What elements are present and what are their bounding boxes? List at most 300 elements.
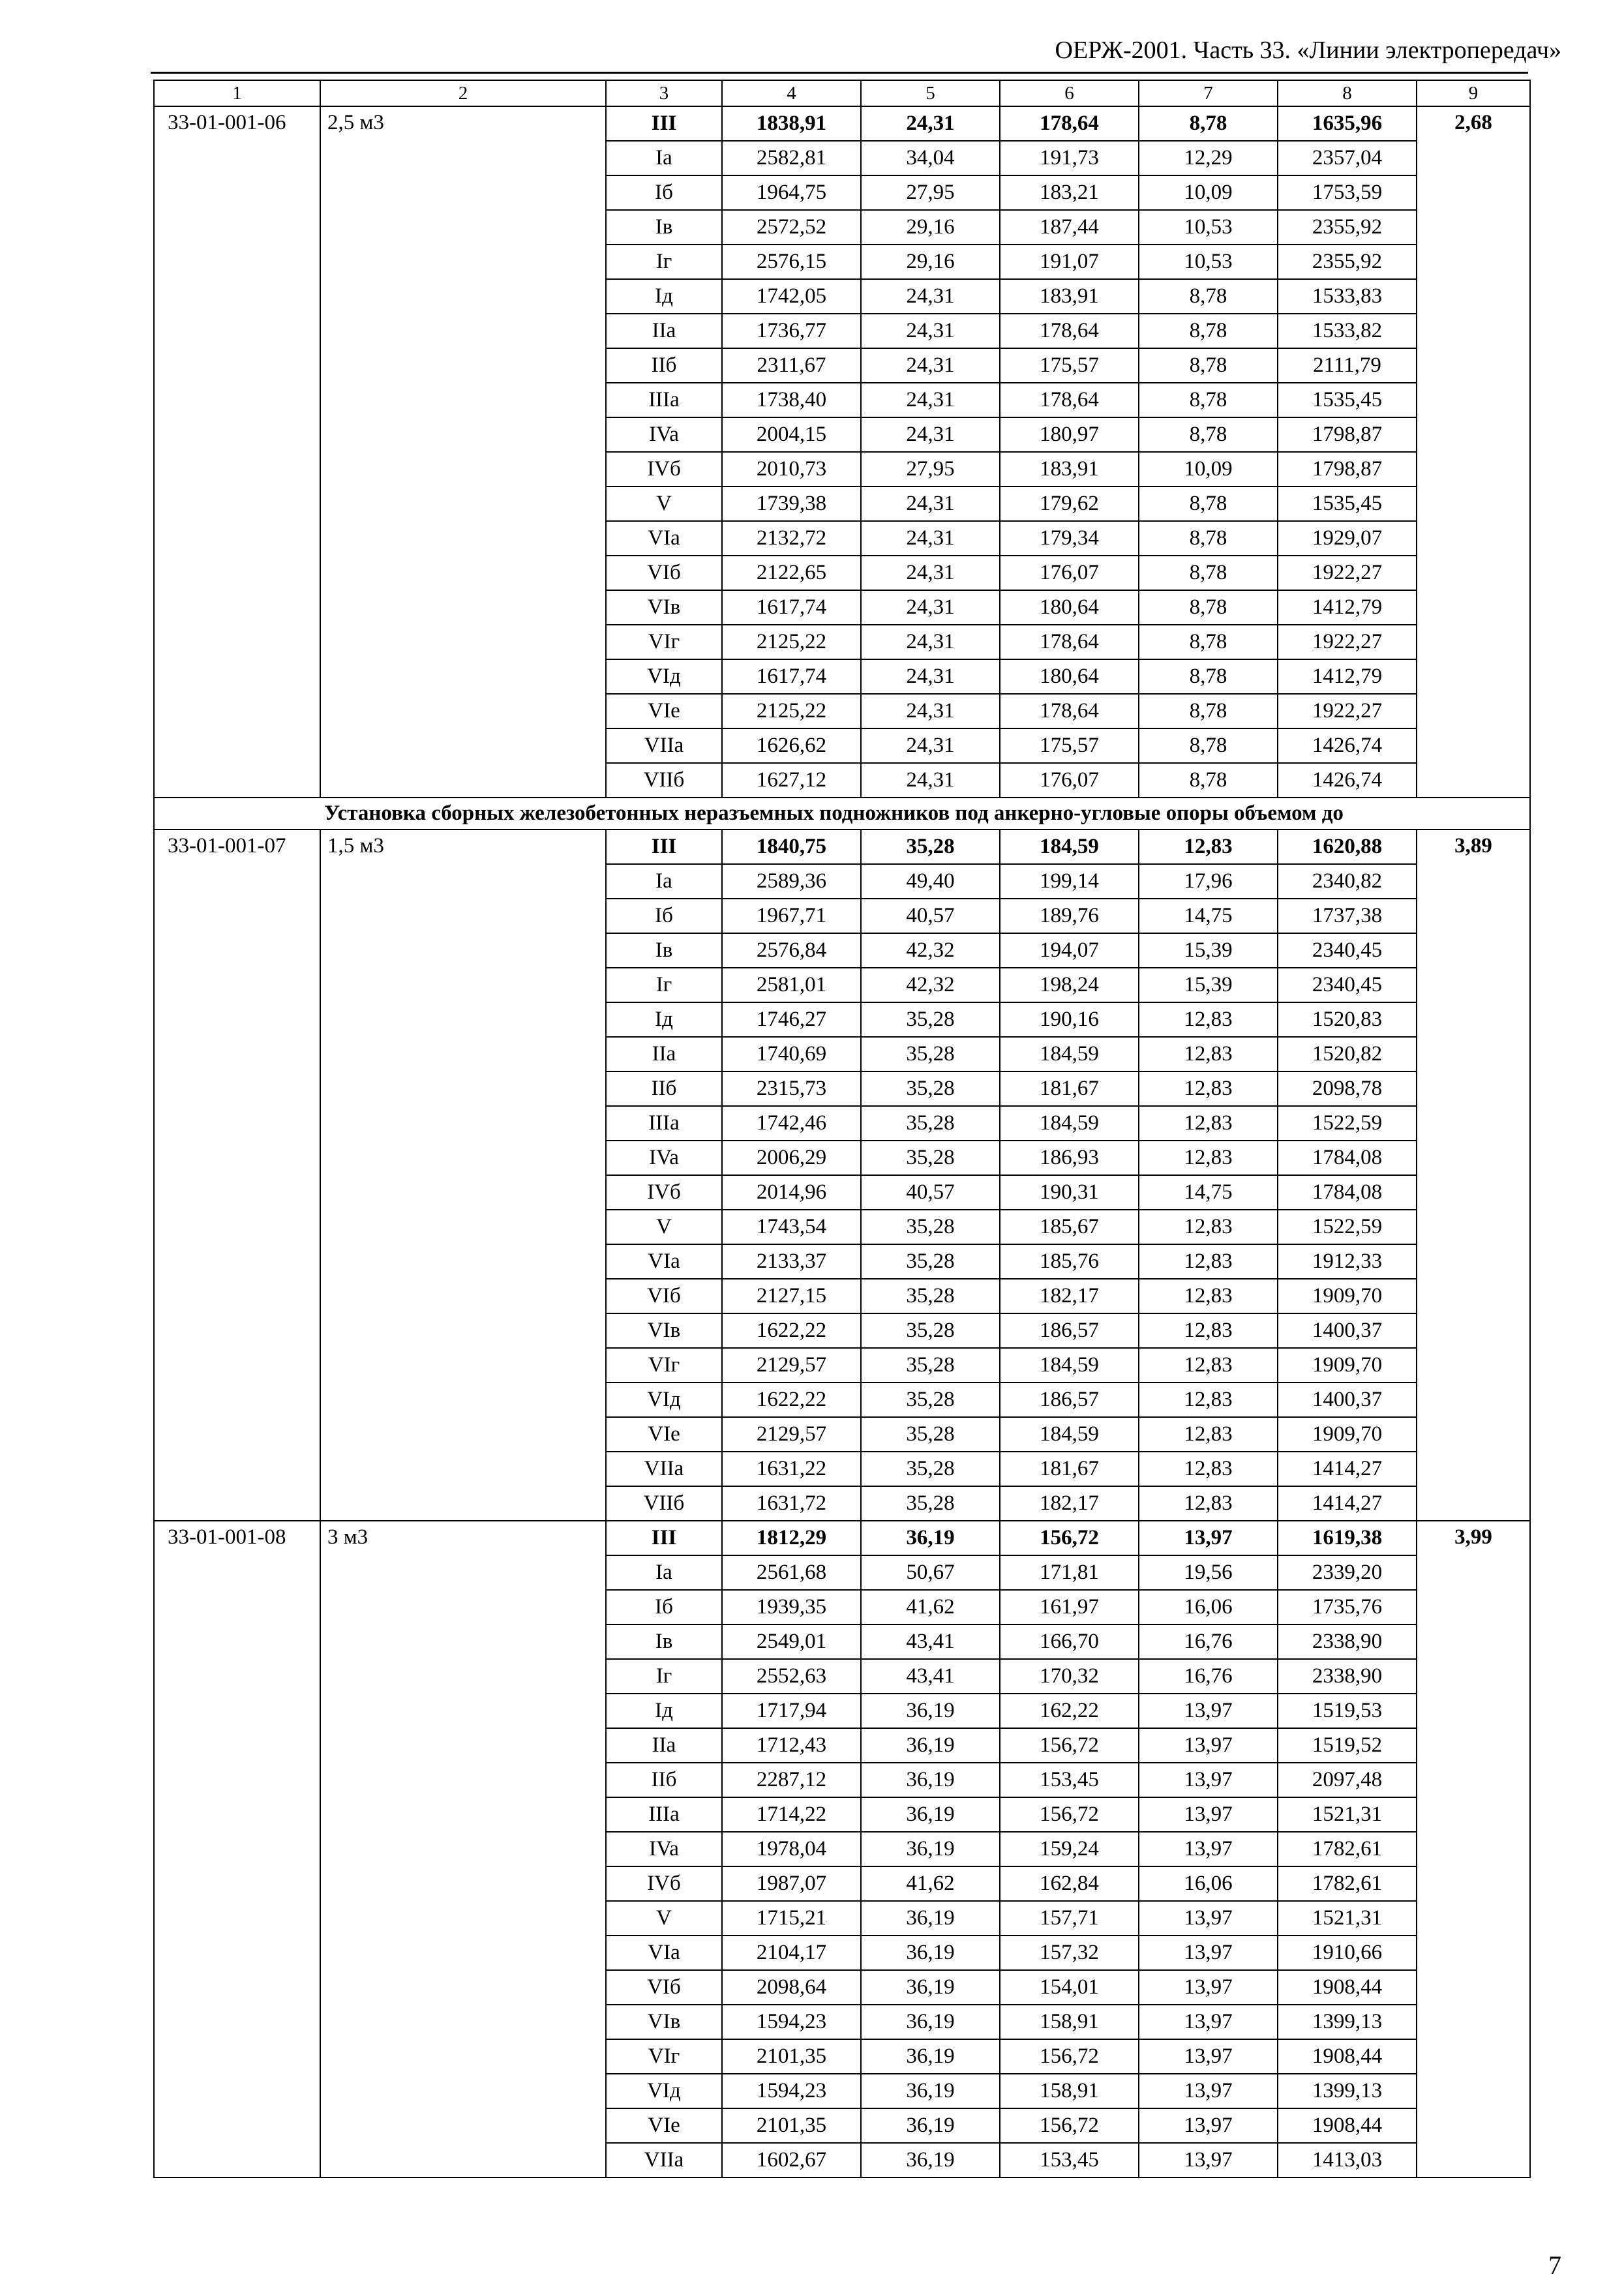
zone-cell: Ia [606, 864, 722, 899]
value-cell: 24,31 [861, 763, 1000, 798]
value-cell: 1798,87 [1278, 452, 1417, 486]
value-cell: 1738,40 [722, 383, 861, 417]
zone-cell: III [606, 1521, 722, 1555]
value-cell: 8,78 [1139, 486, 1278, 521]
value-cell: 1753,59 [1278, 175, 1417, 210]
zone-cell: VIд [606, 1383, 722, 1417]
value-cell: 1426,74 [1278, 763, 1417, 798]
value-cell: 162,22 [1000, 1694, 1139, 1728]
value-cell: 2311,67 [722, 348, 861, 383]
zone-cell: VIг [606, 2039, 722, 2074]
zone-cell: VIa [606, 521, 722, 556]
value-cell: 1910,66 [1278, 1936, 1417, 1970]
value-cell: 156,72 [1000, 1728, 1139, 1763]
value-cell: 24,31 [861, 556, 1000, 590]
value-cell: 24,31 [861, 521, 1000, 556]
rate-description: 3 м3 [320, 1521, 606, 2177]
value-cell: 8,78 [1139, 728, 1278, 763]
value-cell: 35,28 [861, 1002, 1000, 1037]
value-cell: 154,01 [1000, 1970, 1139, 2005]
column-number: 1 [154, 80, 320, 106]
value-cell: 2133,37 [722, 1244, 861, 1279]
value-cell: 1399,13 [1278, 2074, 1417, 2108]
value-cell: 36,19 [861, 2039, 1000, 2074]
zone-cell: Iб [606, 175, 722, 210]
value-cell: 1908,44 [1278, 2039, 1417, 2074]
value-cell: 1784,08 [1278, 1141, 1417, 1175]
value-cell: 2549,01 [722, 1624, 861, 1659]
value-cell: 2104,17 [722, 1936, 861, 1970]
value-cell: 13,97 [1139, 1936, 1278, 1970]
value-cell: 183,91 [1000, 279, 1139, 314]
value-cell: 1742,46 [722, 1106, 861, 1141]
rate-description: 1,5 м3 [320, 830, 606, 1521]
column-number: 5 [861, 80, 1000, 106]
value-cell: 1908,44 [1278, 1970, 1417, 2005]
column-number: 6 [1000, 80, 1139, 106]
value-cell: 1626,62 [722, 728, 861, 763]
value-cell: 1519,52 [1278, 1728, 1417, 1763]
value-cell: 36,19 [861, 1694, 1000, 1728]
value-cell: 24,31 [861, 728, 1000, 763]
value-cell: 157,32 [1000, 1936, 1139, 1970]
zone-cell: VIIб [606, 763, 722, 798]
value-cell: 16,76 [1139, 1624, 1278, 1659]
value-cell: 24,31 [861, 383, 1000, 417]
zone-cell: Iб [606, 899, 722, 933]
value-cell: 29,16 [861, 210, 1000, 245]
value-cell: 35,28 [861, 1244, 1000, 1279]
value-cell: 40,57 [861, 899, 1000, 933]
value-cell: 12,83 [1139, 1383, 1278, 1417]
value-cell: 43,41 [861, 1659, 1000, 1694]
value-cell: 35,28 [861, 1071, 1000, 1106]
value-cell: 2129,57 [722, 1417, 861, 1452]
value-cell: 182,17 [1000, 1279, 1139, 1313]
value-cell: 2576,15 [722, 245, 861, 279]
zone-cell: IIIa [606, 1106, 722, 1141]
value-cell: 2340,45 [1278, 933, 1417, 968]
value-cell: 10,09 [1139, 452, 1278, 486]
value-cell: 1594,23 [722, 2074, 861, 2108]
value-cell: 12,83 [1139, 1244, 1278, 1279]
value-cell: 184,59 [1000, 1348, 1139, 1383]
table-body [154, 80, 1530, 2177]
value-cell: 14,75 [1139, 899, 1278, 933]
value-cell: 13,97 [1139, 1763, 1278, 1797]
zone-cell: VIд [606, 2074, 722, 2108]
column-number: 3 [606, 80, 722, 106]
value-cell: 1533,83 [1278, 279, 1417, 314]
zone-cell: VIe [606, 1417, 722, 1452]
value-cell: 2355,92 [1278, 245, 1417, 279]
value-cell: 153,45 [1000, 2143, 1139, 2177]
value-cell: 178,64 [1000, 314, 1139, 348]
value-cell: 35,28 [861, 1037, 1000, 1071]
value-cell: 24,31 [861, 314, 1000, 348]
value-cell: 191,07 [1000, 245, 1139, 279]
value-cell: 1412,79 [1278, 590, 1417, 625]
value-cell: 1929,07 [1278, 521, 1417, 556]
zone-cell: Iв [606, 933, 722, 968]
value-cell: 1735,76 [1278, 1590, 1417, 1624]
page-number: 7 [1548, 2251, 1561, 2280]
zone-cell: Iг [606, 968, 722, 1002]
value-cell: 2340,82 [1278, 864, 1417, 899]
value-cell: 2552,63 [722, 1659, 861, 1694]
value-cell: 1838,91 [722, 106, 861, 141]
value-cell: 190,16 [1000, 1002, 1139, 1037]
value-cell: 35,28 [861, 1383, 1000, 1417]
rate-code: 33-01-001-07 [154, 830, 320, 1521]
value-cell: 2339,20 [1278, 1555, 1417, 1590]
value-cell: 190,31 [1000, 1175, 1139, 1210]
value-cell: 13,97 [1139, 1970, 1278, 2005]
zone-cell: IVб [606, 1175, 722, 1210]
value-cell: 8,78 [1139, 556, 1278, 590]
value-cell: 8,78 [1139, 625, 1278, 659]
value-cell: 2010,73 [722, 452, 861, 486]
zone-cell: IIIa [606, 1797, 722, 1832]
value-cell: 1784,08 [1278, 1175, 1417, 1210]
value-cell: 36,19 [861, 1728, 1000, 1763]
value-cell: 2014,96 [722, 1175, 861, 1210]
value-cell: 2581,01 [722, 968, 861, 1002]
table-row [154, 830, 1530, 864]
value-cell: 2338,90 [1278, 1624, 1417, 1659]
value-cell: 41,62 [861, 1590, 1000, 1624]
zone-cell: IIб [606, 1763, 722, 1797]
value-cell: 156,72 [1000, 1521, 1139, 1555]
zone-cell: IVa [606, 1141, 722, 1175]
value-cell: 186,57 [1000, 1313, 1139, 1348]
zone-cell: VIa [606, 1936, 722, 1970]
rate-code: 33-01-001-06 [154, 106, 320, 798]
value-cell: 156,72 [1000, 2108, 1139, 2143]
value-cell: 181,67 [1000, 1071, 1139, 1106]
value-cell: 184,59 [1000, 1106, 1139, 1141]
value-cell: 1400,37 [1278, 1313, 1417, 1348]
value-cell: 2006,29 [722, 1141, 861, 1175]
value-cell: 1414,27 [1278, 1486, 1417, 1521]
value-cell: 8,78 [1139, 590, 1278, 625]
zone-cell: VIe [606, 694, 722, 728]
value-cell: 1522,59 [1278, 1210, 1417, 1244]
value-cell: 1739,38 [722, 486, 861, 521]
value-cell: 183,21 [1000, 175, 1139, 210]
value-cell: 1746,27 [722, 1002, 861, 1037]
value-cell: 24,31 [861, 694, 1000, 728]
value-cell: 189,76 [1000, 899, 1139, 933]
zone-cell: IVa [606, 417, 722, 452]
value-cell: 1967,71 [722, 899, 861, 933]
value-cell: 13,97 [1139, 2143, 1278, 2177]
value-cell: 8,78 [1139, 383, 1278, 417]
value-cell: 12,83 [1139, 1486, 1278, 1521]
value-cell: 180,64 [1000, 590, 1139, 625]
value-cell: 1533,82 [1278, 314, 1417, 348]
value-cell: 198,24 [1000, 968, 1139, 1002]
value-cell: 1939,35 [722, 1590, 861, 1624]
value-cell: 1521,31 [1278, 1901, 1417, 1936]
value-cell: 50,67 [861, 1555, 1000, 1590]
value-cell: 157,71 [1000, 1901, 1139, 1936]
value-cell: 1736,77 [722, 314, 861, 348]
value-cell: 42,32 [861, 968, 1000, 1002]
value-cell: 191,73 [1000, 141, 1139, 175]
value-cell: 2315,73 [722, 1071, 861, 1106]
value-cell: 1964,75 [722, 175, 861, 210]
value-cell: 2287,12 [722, 1763, 861, 1797]
zone-cell: III [606, 830, 722, 864]
extra-value: 3,89 [1417, 830, 1530, 1521]
value-cell: 1782,61 [1278, 1832, 1417, 1866]
value-cell: 185,76 [1000, 1244, 1139, 1279]
value-cell: 1737,38 [1278, 899, 1417, 933]
value-cell: 2125,22 [722, 625, 861, 659]
column-number: 7 [1139, 80, 1278, 106]
value-cell: 176,07 [1000, 556, 1139, 590]
zone-cell: VIIa [606, 1452, 722, 1486]
value-cell: 2122,65 [722, 556, 861, 590]
value-cell: 49,40 [861, 864, 1000, 899]
value-cell: 35,28 [861, 1279, 1000, 1313]
zone-cell: Iг [606, 1659, 722, 1694]
rate-description: 2,5 м3 [320, 106, 606, 798]
value-cell: 179,62 [1000, 486, 1139, 521]
value-cell: 24,31 [861, 590, 1000, 625]
value-cell: 35,28 [861, 1486, 1000, 1521]
value-cell: 27,95 [861, 452, 1000, 486]
value-cell: 36,19 [861, 1970, 1000, 2005]
value-cell: 2129,57 [722, 1348, 861, 1383]
value-cell: 194,07 [1000, 933, 1139, 968]
value-cell: 1520,83 [1278, 1002, 1417, 1037]
value-cell: 1594,23 [722, 2005, 861, 2039]
value-cell: 183,91 [1000, 452, 1139, 486]
value-cell: 24,31 [861, 348, 1000, 383]
value-cell: 185,67 [1000, 1210, 1139, 1244]
value-cell: 1535,45 [1278, 486, 1417, 521]
value-cell: 13,97 [1139, 1521, 1278, 1555]
value-cell: 186,93 [1000, 1141, 1139, 1175]
zone-cell: IIб [606, 348, 722, 383]
value-cell: 175,57 [1000, 728, 1139, 763]
zone-cell: Iв [606, 1624, 722, 1659]
column-number: 9 [1417, 80, 1530, 106]
value-cell: 184,59 [1000, 1037, 1139, 1071]
value-cell: 1414,27 [1278, 1452, 1417, 1486]
value-cell: 24,31 [861, 659, 1000, 694]
value-cell: 1922,27 [1278, 694, 1417, 728]
value-cell: 24,31 [861, 106, 1000, 141]
header-rule [151, 72, 1528, 74]
value-cell: 1715,21 [722, 1901, 861, 1936]
value-cell: 1909,70 [1278, 1348, 1417, 1383]
zone-cell: IVб [606, 452, 722, 486]
value-cell: 2101,35 [722, 2039, 861, 2074]
value-cell: 1922,27 [1278, 556, 1417, 590]
zone-cell: Iв [606, 210, 722, 245]
value-cell: 36,19 [861, 1763, 1000, 1797]
value-cell: 158,91 [1000, 2074, 1139, 2108]
value-cell: 1717,94 [722, 1694, 861, 1728]
value-cell: 1620,88 [1278, 830, 1417, 864]
value-cell: 178,64 [1000, 694, 1139, 728]
value-cell: 2355,92 [1278, 210, 1417, 245]
value-cell: 12,83 [1139, 1210, 1278, 1244]
value-cell: 159,24 [1000, 1832, 1139, 1866]
value-cell: 1622,22 [722, 1313, 861, 1348]
value-cell: 176,07 [1000, 763, 1139, 798]
value-cell: 12,83 [1139, 1002, 1278, 1037]
value-cell: 2340,45 [1278, 968, 1417, 1002]
zone-cell: VIв [606, 1313, 722, 1348]
column-number: 4 [722, 80, 861, 106]
value-cell: 2111,79 [1278, 348, 1417, 383]
value-cell: 27,95 [861, 175, 1000, 210]
zone-cell: Iд [606, 1002, 722, 1037]
value-cell: 184,59 [1000, 1417, 1139, 1452]
value-cell: 1399,13 [1278, 2005, 1417, 2039]
value-cell: 35,28 [861, 1452, 1000, 1486]
value-cell: 184,59 [1000, 830, 1139, 864]
rate-code: 33-01-001-08 [154, 1521, 320, 2177]
value-cell: 13,97 [1139, 2074, 1278, 2108]
zone-cell: VIIa [606, 728, 722, 763]
value-cell: 35,28 [861, 1417, 1000, 1452]
value-cell: 10,53 [1139, 245, 1278, 279]
section-title-row [154, 798, 1530, 830]
value-cell: 35,28 [861, 1106, 1000, 1141]
value-cell: 1520,82 [1278, 1037, 1417, 1071]
value-cell: 36,19 [861, 2005, 1000, 2039]
value-cell: 35,28 [861, 1313, 1000, 1348]
value-cell: 13,97 [1139, 2005, 1278, 2039]
value-cell: 36,19 [861, 2108, 1000, 2143]
value-cell: 8,78 [1139, 106, 1278, 141]
value-cell: 12,83 [1139, 1071, 1278, 1106]
zone-cell: VIг [606, 625, 722, 659]
zone-cell: VIIa [606, 2143, 722, 2177]
value-cell: 1740,69 [722, 1037, 861, 1071]
zone-cell: IVб [606, 1866, 722, 1901]
value-cell: 156,72 [1000, 1797, 1139, 1832]
value-cell: 16,06 [1139, 1866, 1278, 1901]
value-cell: 43,41 [861, 1624, 1000, 1659]
value-cell: 1522,59 [1278, 1106, 1417, 1141]
zone-cell: IIa [606, 314, 722, 348]
zone-cell: VIб [606, 556, 722, 590]
zone-cell: Iд [606, 279, 722, 314]
value-cell: 12,83 [1139, 1141, 1278, 1175]
value-cell: 8,78 [1139, 348, 1278, 383]
value-cell: 1426,74 [1278, 728, 1417, 763]
value-cell: 178,64 [1000, 383, 1139, 417]
value-cell: 170,32 [1000, 1659, 1139, 1694]
zone-cell: IIб [606, 1071, 722, 1106]
value-cell: 1742,05 [722, 279, 861, 314]
value-cell: 8,78 [1139, 417, 1278, 452]
value-cell: 2576,84 [722, 933, 861, 968]
value-cell: 2572,52 [722, 210, 861, 245]
value-cell: 199,14 [1000, 864, 1139, 899]
value-cell: 1912,33 [1278, 1244, 1417, 1279]
value-cell: 2582,81 [722, 141, 861, 175]
extra-value: 3,99 [1417, 1521, 1530, 2177]
zone-cell: V [606, 1901, 722, 1936]
value-cell: 1909,70 [1278, 1417, 1417, 1452]
value-cell: 1521,31 [1278, 1797, 1417, 1832]
extra-value: 2,68 [1417, 106, 1530, 798]
value-cell: 2589,36 [722, 864, 861, 899]
value-cell: 1631,72 [722, 1486, 861, 1521]
column-number-row [154, 80, 1530, 106]
value-cell: 2097,48 [1278, 1763, 1417, 1797]
value-cell: 2101,35 [722, 2108, 861, 2143]
value-cell: 13,97 [1139, 1797, 1278, 1832]
value-cell: 35,28 [861, 1141, 1000, 1175]
value-cell: 13,97 [1139, 1728, 1278, 1763]
value-cell: 1812,29 [722, 1521, 861, 1555]
zone-cell: VIб [606, 1279, 722, 1313]
value-cell: 2098,78 [1278, 1071, 1417, 1106]
value-cell: 12,83 [1139, 1313, 1278, 1348]
value-cell: 36,19 [861, 1936, 1000, 1970]
zone-cell: Iг [606, 245, 722, 279]
zone-cell: IIa [606, 1037, 722, 1071]
value-cell: 158,91 [1000, 2005, 1139, 2039]
value-cell: 1782,61 [1278, 1866, 1417, 1901]
value-cell: 12,83 [1139, 1106, 1278, 1141]
value-cell: 1635,96 [1278, 106, 1417, 141]
price-table [153, 80, 1531, 2178]
value-cell: 1602,67 [722, 2143, 861, 2177]
zone-cell: IIa [606, 1728, 722, 1763]
zone-cell: VIa [606, 1244, 722, 1279]
value-cell: 36,19 [861, 2143, 1000, 2177]
value-cell: 36,19 [861, 1797, 1000, 1832]
value-cell: 12,83 [1139, 1417, 1278, 1452]
column-number: 8 [1278, 80, 1417, 106]
value-cell: 153,45 [1000, 1763, 1139, 1797]
value-cell: 179,34 [1000, 521, 1139, 556]
value-cell: 180,97 [1000, 417, 1139, 452]
value-cell: 8,78 [1139, 279, 1278, 314]
value-cell: 8,78 [1139, 659, 1278, 694]
value-cell: 2357,04 [1278, 141, 1417, 175]
value-cell: 24,31 [861, 417, 1000, 452]
value-cell: 10,53 [1139, 210, 1278, 245]
zone-cell: VIe [606, 2108, 722, 2143]
value-cell: 1714,22 [722, 1797, 861, 1832]
value-cell: 8,78 [1139, 314, 1278, 348]
zone-cell: VIг [606, 1348, 722, 1383]
value-cell: 8,78 [1139, 521, 1278, 556]
value-cell: 12,83 [1139, 1037, 1278, 1071]
value-cell: 15,39 [1139, 968, 1278, 1002]
value-cell: 1535,45 [1278, 383, 1417, 417]
zone-cell: VIд [606, 659, 722, 694]
value-cell: 1622,22 [722, 1383, 861, 1417]
value-cell: 2561,68 [722, 1555, 861, 1590]
value-cell: 180,64 [1000, 659, 1139, 694]
value-cell: 14,75 [1139, 1175, 1278, 1210]
value-cell: 34,04 [861, 141, 1000, 175]
value-cell: 12,83 [1139, 830, 1278, 864]
zone-cell: Ia [606, 1555, 722, 1590]
value-cell: 162,84 [1000, 1866, 1139, 1901]
